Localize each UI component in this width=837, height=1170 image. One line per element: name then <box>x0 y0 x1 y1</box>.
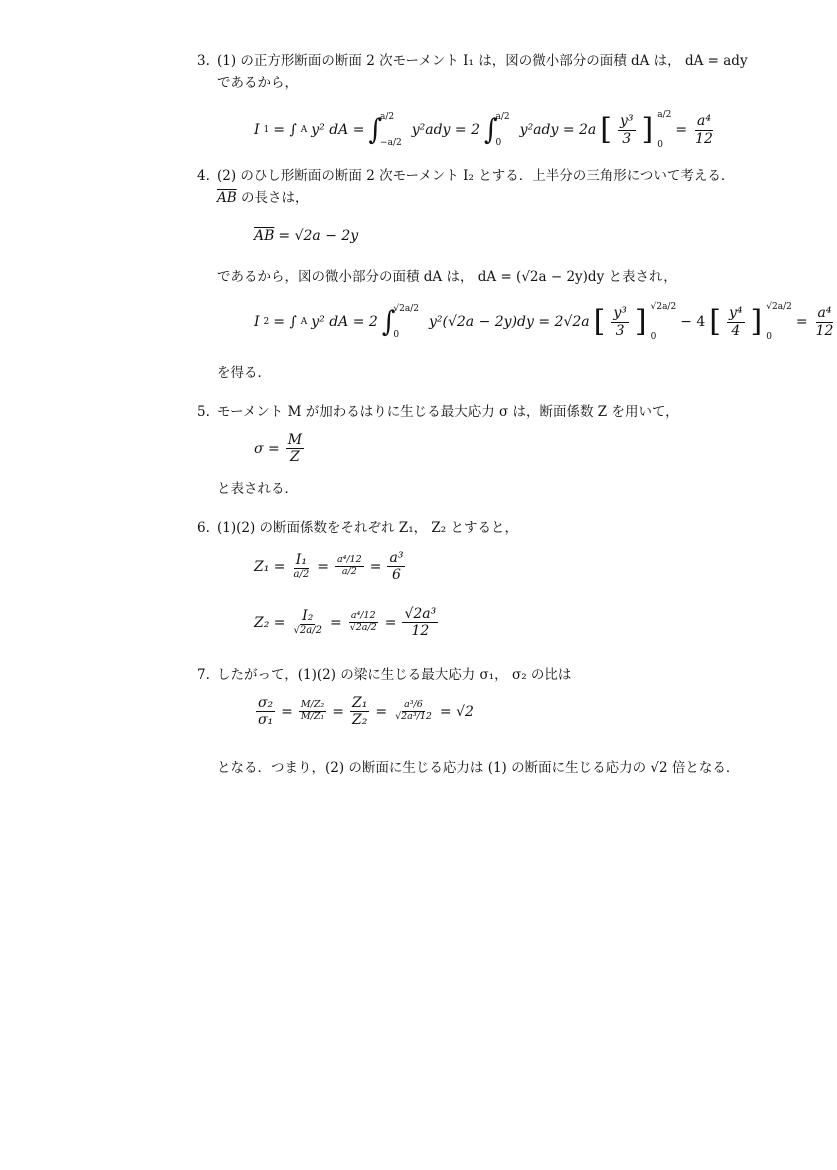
item-text-line: を得る． <box>217 365 271 381</box>
item-text-line: モーメント M が加わるはりに生じる最大応力 σ は，断面係数 Z を用いて， <box>217 404 679 420</box>
fraction: $\frac{\text{a³}}{6}$ <box>389 550 404 584</box>
equation-ratio: $\frac{\text{σ₂}}{\text{σ₁}}$ = $\frac{\text{M/Z₂}}{\text{M/Z₁}}$ = $\frac{\text{Z₁}}{\text{Z₂}}$ = $\frac{\text{a³/6}}{\text{√2a³/12}}$ = √2 <box>258 695 474 729</box>
equation-z2: Z₂ = $\frac{\text{I₂}}{√2a/2}$ = $\frac{\text{a⁴/12}}{√2a/2}$ = $\frac{\text{√2a³}}{12}$ <box>254 606 437 640</box>
item-text-line: したがって，(1)(2) の梁に生じる最大応力 σ₁， σ₂ の比は <box>217 667 572 683</box>
document-page: 3. (1) の正方形断面の断面 2 次モーメント I₁ は，図の微小部分の面積 dA は， dA = ady であるから， I 1 = ∫ A y² dA = ∫ a/2 −a/2 y²ady = 2 ∫ a/2 0 y²ady = 2a [ $\frac{\text{y³}}{3}$ ] a/2 0 = $\frac{\text{a⁴}}{12}$ 4. (2) のひし形断面の断面 2 次モーメント I₂ とする．上半分の三角形について考える． $\overline{AB}$ の長さは， $\overline{AB}$ = √2a − 2y であるから，図の微小部分の面積 dA は， dA = (√2a − 2y)dy と表され， I 2 = ∫ A y² dA = 2 ∫ √2a/2 0 y²(√2a − 2y)dy = 2√2a [ $\frac{\text{y³}}{3}$ ] √2a/2 0 − 4 [ $\frac{\text{y⁴}}{4}$ ] √2a/2 0 = $\frac{\text{a⁴}}{12}$ を得る． 5. モーメント M が加わるはりに生じる最大応力 σ は，断面係数 Z を用いて， σ = $\frac{M}{Z}$ と表される． 6. (1)(2) の断面係数をそれぞれ Z₁， Z₂ とすると， Z₁ = $\frac{\text{I₁}}{a/2}$ = $\frac{\text{a⁴/12}}{a/2}$ = $\frac{\text{a³}}{6}$ Z₂ = $\frac{\text{I₂}}{√2a/2}$ = $\frac{\text{a⁴/12}}{√2a/2}$ = $\frac{\text{√2a³}}{12}$ 7. したがって，(1)(2) の梁に生じる最大応力 σ₁， σ₂ の比は $\frac{\text{σ₂}}{\text{σ₁}}$ = $\frac{\text{M/Z₂}}{\text{M/Z₁}}$ = $\frac{\text{Z₁}}{\text{Z₂}}$ = $\frac{\text{a³/6}}{\text{√2a³/12}}$ = √2 となる．つまり，(2) の断面に生じる応力は (1) の断面に生じる応力の √2 倍となる． <box>0 0 827 1170</box>
fraction: $\frac{M}{Z}$ <box>287 432 303 466</box>
item-text-line: (1) の正方形断面の断面 2 次モーメント I₁ は，図の微小部分の面積 dA は， dA = ady <box>217 53 748 69</box>
fraction: $\frac{\text{Z₁}}{\text{Z₂}}$ <box>351 695 368 729</box>
fraction: $\frac{\text{a⁴}}{12}$ <box>695 113 713 147</box>
fraction: $\frac{\text{I₂}}{√2a/2}$ <box>293 608 322 637</box>
integral-sign: ∫ a/2 0 <box>483 112 510 148</box>
bracket-limits: √2a/2 0 <box>650 302 677 342</box>
fraction: $\frac{\text{a⁴/12}}{√2a/2}$ <box>349 610 377 634</box>
equation-i1: I 1 = ∫ A y² dA = ∫ a/2 −a/2 y²ady = 2 ∫ a/2 0 y²ady = 2a [ $\frac{\text{y³}}{3}$ ] a/2 0 = $\frac{\text{a⁴}}{12}$ <box>254 110 713 150</box>
equation-ab: $\overline{AB}$ = √2a − 2y <box>254 228 359 244</box>
item-text-line: (1)(2) の断面係数をそれぞれ Z₁， Z₂ とすると， <box>217 520 518 536</box>
fraction: $\frac{\text{M/Z₂}}{\text{M/Z₁}}$ <box>300 699 325 723</box>
fraction: $\frac{\text{a⁴}}{12}$ <box>815 305 834 339</box>
equation-i2: I 2 = ∫ A y² dA = 2 ∫ √2a/2 0 y²(√2a − 2y)dy = 2√2a [ $\frac{\text{y³}}{3}$ ] √2a/2 0 − 4 [ $\frac{\text{y⁴}}{4}$ ] √2a/2 0 = $\frac{\text{a⁴}}{12}$ <box>254 302 834 342</box>
fraction: $\frac{\text{I₁}}{a/2}$ <box>293 552 310 581</box>
fraction: $\frac{\text{a⁴/12}}{a/2}$ <box>336 554 362 578</box>
item-text-line: となる．つまり，(2) の断面に生じる応力は (1) の断面に生じる応力の √2 倍となる． <box>217 760 740 776</box>
item-text-line: であるから， <box>217 75 298 91</box>
item-number: 5. <box>197 404 210 420</box>
item-text-line: であるから，図の微小部分の面積 dA は， dA = (√2a − 2y)dy と表され， <box>217 269 677 285</box>
item-text-line: と表される． <box>217 481 298 497</box>
fraction: $\frac{\text{y⁴}}{4}$ <box>729 305 743 339</box>
integral-sign: ∫ √2a/2 0 <box>381 304 419 340</box>
bracket-limits: a/2 0 <box>657 110 672 150</box>
item-number: 7. <box>197 667 210 683</box>
segment-ab: $\overline{AB}$ <box>217 190 237 206</box>
integral-sign: ∫ a/2 −a/2 <box>368 112 402 148</box>
fraction: $\frac{\text{y³}}{3}$ <box>613 305 627 339</box>
fraction: $\frac{\text{y³}}{3}$ <box>620 113 634 147</box>
equation-z1: Z₁ = $\frac{\text{I₁}}{a/2}$ = $\frac{\text{a⁴/12}}{a/2}$ = $\frac{\text{a³}}{6}$ <box>254 550 404 584</box>
item-number: 6. <box>197 520 210 536</box>
fraction: $\frac{\text{√2a³}}{12}$ <box>404 606 437 640</box>
item-text-line: (2) のひし形断面の断面 2 次モーメント I₂ とする．上半分の三角形について考える． <box>217 168 735 184</box>
fraction: $\frac{\text{σ₂}}{\text{σ₁}}$ <box>258 695 274 729</box>
fraction: $\frac{\text{a³/6}}{\text{√2a³/12}}$ <box>395 699 432 723</box>
item-number: 4. <box>197 168 210 184</box>
item-number: 3. <box>197 53 210 69</box>
bracket-limits: √2a/2 0 <box>766 302 792 342</box>
equation-sigma: σ = $\frac{M}{Z}$ <box>254 432 303 466</box>
